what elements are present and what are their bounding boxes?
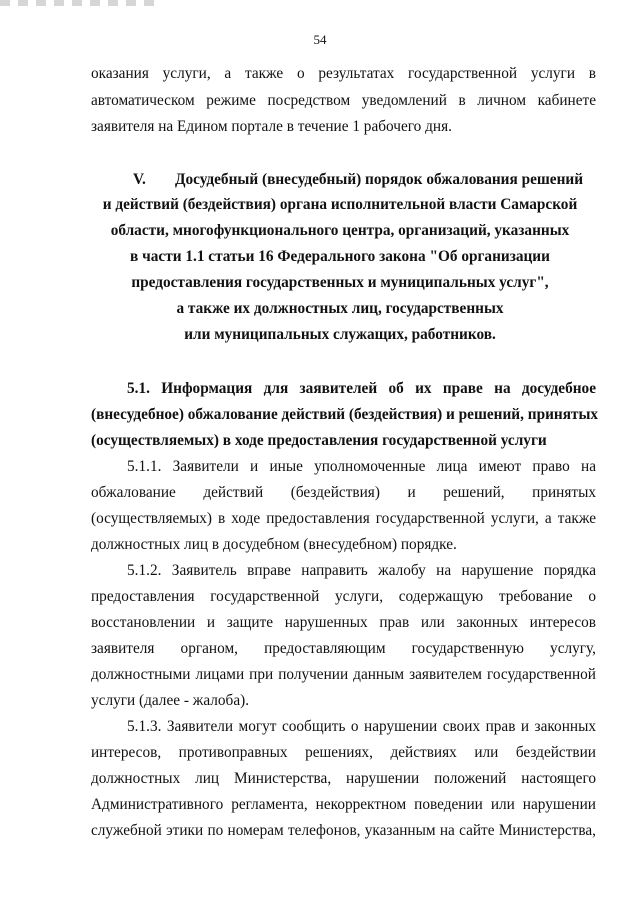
section-title-line: предоставления государственных и муниципальных услуг", — [131, 274, 549, 291]
intro-line: оказания услуги, а также о результатах государственной услуги в — [91, 65, 596, 82]
intro-line: автоматическом режиме посредством уведомлений в личном кабинете — [91, 92, 596, 109]
subsection-title-line: (осуществляемых) в ходе предоставления государственной услуги — [91, 432, 547, 449]
section-title-line: и действий (бездействия) органа исполнительной власти Самарской — [102, 196, 578, 213]
subsection-title-line: (внесудебное) обжалование действий (бездействия) и решений, принятых — [91, 406, 599, 423]
paragraph-line: должностными лицами при получении данным заявителем государственной — [91, 666, 596, 683]
paragraph-line: 5.1.3. Заявители могут сообщить о нарушении своих прав и законных — [127, 718, 596, 735]
scan-artifact — [0, 0, 160, 6]
page-number: 54 — [313, 32, 327, 47]
intro-line: заявителя на Едином портале в течение 1 рабочего дня. — [91, 118, 452, 135]
paragraph-line: должностных лиц Министерства, нарушении положений настоящего — [91, 770, 596, 787]
paragraph-line: служебной этики по номерам телефонов, указанным на сайте Министерства, — [91, 822, 596, 839]
paragraph-line: заявителя органом, предоставляющим государственную услугу, — [91, 640, 596, 657]
paragraph-line: интересов, противоправных решениях, действиях или бездействии — [91, 744, 596, 761]
section-heading — [118, 171, 598, 189]
paragraph-line: обжалование действий (бездействия) и решений, принятых — [91, 484, 596, 501]
section-title-line: в части 1.1 статьи 16 Федерального закона "Об организации — [130, 248, 550, 265]
section-title-line: или муниципальных служащих, работников. — [184, 326, 496, 343]
section-title-line: а также их должностных лиц, государственных — [176, 300, 504, 317]
section-title-line: области, многофункционального центра, организаций, указанных — [110, 222, 570, 239]
section-number: V. — [132, 171, 146, 188]
paragraph-line: восстановлении и защите нарушенных прав или законных интересов — [91, 614, 596, 631]
paragraph-line: (осуществляемых) в ходе предоставления государственной услуги, а также — [91, 510, 596, 527]
paragraph-line: 5.1.2. Заявитель вправе направить жалобу на нарушение порядка — [127, 562, 596, 579]
paragraph-line: 5.1.1. Заявители и иные уполномоченные лица имеют право на — [127, 458, 596, 475]
paragraph-line: должностных лиц в досудебном (внесудебном) порядке. — [91, 536, 457, 553]
paragraph-line: предоставления государственной услуги, содержащую требование о — [91, 588, 596, 605]
subsection-title-line: 5.1. Информация для заявителей об их праве на досудебное — [127, 380, 596, 397]
paragraph-line: услуги (далее - жалоба). — [91, 692, 250, 709]
section-title-line: Досудебный (внесудебный) порядок обжалования решений — [174, 171, 584, 188]
paragraph-line: Административного регламента, некорректном поведении или нарушении — [91, 796, 596, 813]
